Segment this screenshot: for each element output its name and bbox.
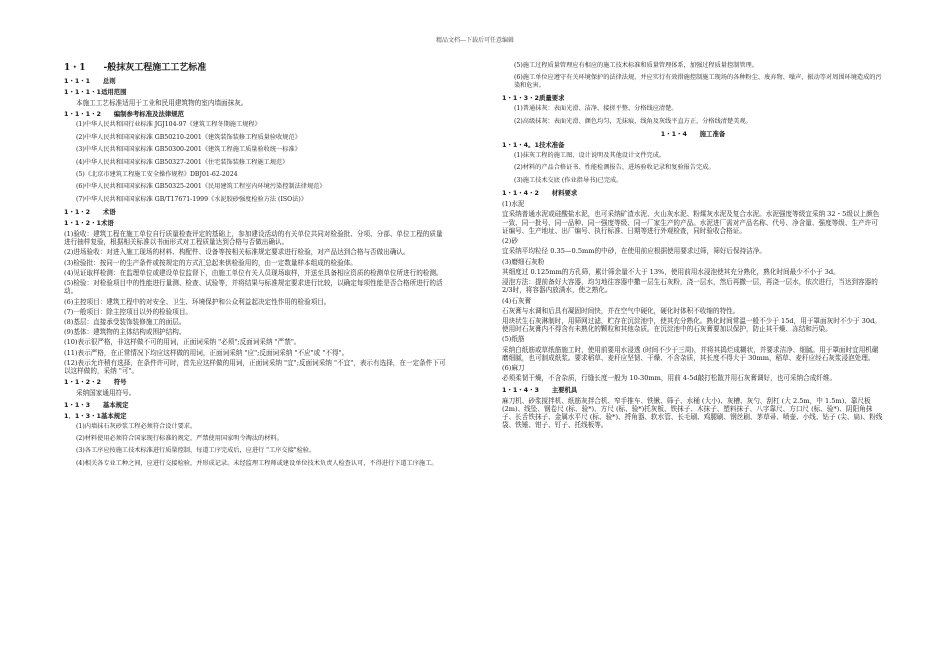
reference-item: (7)中华人民共和国国家标准 GB/T17671-1999《水泥胶砂强度检验方法 (ISO法)》 — [76, 195, 308, 203]
term-item: (11)表示严格，在正常情况下均应这样做的用词，正面词采纳 "应";反面词采纳 "不应"或 "不得"。 — [64, 348, 349, 357]
quality-list — [502, 105, 884, 125]
quality-item: (1)普通抹灰：表面光滑、洁净、接搓平整、分格线应清楚。 — [514, 105, 678, 113]
rule-item: (6)施工单位应遵守有关环境保护的法律法规，并应实行有效措施控制施工现场的各种粉尘、废弃物、噪声、振动等对周围环境造成的污染和危害。 — [514, 74, 882, 90]
heading-materials: 1・1・4・2 材料要求 — [502, 189, 578, 198]
reference-item: (1)中华人民共和国行业标准 JGJ104-97《建筑工程冬期施工规程》 — [76, 121, 261, 129]
heading-terms-sub: 1・1・2・1术语 — [64, 218, 114, 227]
symbols-text: 采纳国家通用符号。 — [76, 389, 136, 398]
heading-basic-rules: 1・1・3 基本规定 — [64, 400, 129, 409]
material-item: 其细度过 0.125mm的方孔筛，累计筛余量不大于 13%，使用前用水浸泡使其充分熟化，熟化时间最少不小于 3d。 — [502, 267, 840, 276]
reference-item: (2)中华人民共和国国家标准 GB50210-2001《建筑装饰装修工程质量验收规范》 — [76, 133, 301, 141]
heading-preparation: 1・1・4 施工准备 — [660, 130, 726, 139]
term-item: (9)基体：建筑物的主体结构或围护结构。 — [64, 328, 186, 337]
reference-item: (3)中华人民共和国国家标准 GB50300-2001《建筑工程施工质量验收统一标准》 — [76, 146, 301, 154]
material-item: 采纳白纸筋或草纸筋施工时，使用前要用水浸透 (时间不少于三周)，并将其捣烂成糊状，并要求洁净、细腻。用于罩面时宜用机碾磨细腻，也可制成纸浆。要求稻草、麦秆应坚韧、干燥、不含杂质，其长度不得大于 30mm，稻草、麦秆应经石灰浆浸泡处理。 — [502, 345, 879, 362]
term-item: (2)进场验收：对进入施工现场的材料、构配件、设备等按相关标准规定要求进行检验，对产品达到合格与否做出确认。 — [64, 248, 410, 257]
right-column — [502, 62, 884, 432]
heading-scope: 1・1・1・1适用范围 — [64, 88, 127, 97]
rule-item: (2)材料使用必须符合国家现行标准的规定，严禁使用国家明令淘汰的材料。 — [76, 434, 283, 442]
term-item: (8)基层：直接承受装饰装修施工的面层。 — [64, 318, 186, 326]
tech-item: (3)施工技术交底 (作业指导书)已完成。 — [514, 176, 623, 184]
heading-tech-prep: 1・1・4。1技术准备 — [502, 141, 565, 150]
material-item: (2)砂 — [502, 237, 518, 246]
rules-continued-list — [502, 62, 884, 90]
heading-terms: 1・1・2 术语 — [64, 207, 116, 216]
material-item: (3)磨细石灰粉 — [502, 257, 545, 266]
heading-tools: 1・1・4・3 主要机具 — [502, 385, 578, 394]
material-item: (4)石灰膏 — [502, 296, 532, 305]
heading-general: 1・1・1 总则 — [64, 77, 116, 86]
term-item: (4)见证取样检测：在监理单位或建设单位监督下，由施工单位有关人员现场取样，并送至具备相应资质的检测单位所进行的检测。 — [64, 268, 443, 277]
term-item: (3)检验批：按同一的生产条件或按规定的方式汇总起来供检验用的，由一定数量样本组成的检验体。 — [64, 258, 357, 267]
material-item: 宜采纳平均粒径 0.35—0.5mm的中砂，在使用前应根据使用要求过筛，筛好后保持洁净。 — [502, 247, 766, 256]
reference-item: (5)《北京市建筑工程施工安全操作规程》DBJ01-62-2024 — [76, 170, 238, 178]
left-column — [64, 62, 448, 472]
basic-rules-list — [64, 423, 448, 468]
material-item: (6)麻刀 — [502, 364, 525, 373]
section-title: 1・1 -般抹灰工程施工工艺标准 — [64, 63, 207, 73]
heading-symbols: 1・1・2・2 符号 — [64, 378, 127, 387]
tech-item: (1)抹灰工程的施工图、设计说明及其他设计文件完成。 — [514, 152, 666, 160]
quality-item: (2)高级抹灰：表面光滑、颜色均匀，无抹痕，线角及灰线平直方正，分格线清楚美观。 — [514, 117, 752, 125]
term-item: (10)表示很严格，非这样做不可的用词，正面词采纳 "必须";反面词采纳 "严禁"。 — [64, 338, 301, 347]
heading-basic-rules-sub: 1．1・3・1基本规定 — [64, 411, 127, 420]
material-item: 必须柔韧干燥，不含杂质，行缝长度一般为 10-30mm，用前 4-5d敲打松散并用石灰膏调好，也可采纳合成纤维。 — [502, 374, 837, 383]
tools-text: 麻刀机、砂浆搅拌机、纸筋灰拌合机、窄手推车、铁锹、筛子、水桶 (大小)、灰槽、灰勺、刮杠 (大 2.5m，中 1.5m)、靠尺板 (2m)、线坠、钢卷尺 (标、验*)、方尺 (标、验*)托灰板、铁抹子、木抹子、塑料抹子、八字靠尺、方口尺 (标、验*)、阴阳角抹子、长舌铁抹子、金属水平尺 (标、验*)、捋角器、软水管、长毛刷、鸡腿刷、钢丝刷、茅草帚、喷壶、小线、钻子 (尖、扁)、粉线袋、铁锤、钳子、钉子、托线板等。 — [502, 396, 883, 430]
material-item: (5)纸筋 — [502, 335, 525, 344]
term-item: (12)表示允许稍有选择，在条件许可时，首先应这样做的用词，正面词采纳 "宜";反面词采纳 "不宜"，表示有选择，在一定条件下可以这样做的，采纳 "可"。 — [64, 358, 446, 376]
heading-references: 1・1・1・2 编制参考标准及法律规范 — [64, 110, 185, 119]
page-header: 精品文档---下载后可任意编辑 — [435, 37, 515, 44]
heading-quality: 1・1・3・2质量要求 — [502, 94, 565, 103]
terms-list — [64, 230, 448, 376]
term-item: (7)一般项目：除主控项目以外的检验项目。 — [64, 307, 193, 316]
reference-item: (6)中华人民共和国国家标准 GB50325-2001《民用建筑工程室内环境污染控制法律规范》 — [76, 183, 326, 191]
term-item: (1)验收：建筑工程在施工单位自行质量检查评定的基础上，参加建设活动的有关单位共同对检验批、分项、分部、单位工程的质量进行抽样复验，根据相关标准以书面形式对工程质量达到合格与否做出确认。 — [64, 229, 443, 247]
material-item: 宜采纳普通水泥或硅酸盐水泥，也可采纳矿渣水泥、火山灰水泥、粉煤灰水泥及复合水泥。水泥强度等级宜采纳 32・5级以上颜色一致、同一批号、同一品种、同一强度等级、同一厂家生产的产品。水泥进厂需对产品名称、代号、净含量、强度等级、生产许可证编号、生产地址、出厂编号、执行标准、日期等进行外观检查，同时验收合格证。 — [502, 210, 880, 235]
material-item: 用块状生石灰淋制时，用筛网过滤，贮存在沉淀池中，使其充分熟化。熟化时间常温一般不少于 15d，用于罩面灰时不少于 30d。使用时石灰膏内不得含有未熟化的颗粒和其他杂质。在沉淀池中的石灰膏要加以保护，防止其干燥、冻结和污染。 — [502, 316, 881, 334]
rule-item: (4)相关各专业工种之间，应进行交接检验，并形成记录。未经监理工程师或建设单位技术负责人检查认可，不得进行下道工序施工。 — [76, 459, 438, 467]
rule-item: (5)施工过程质量管理应有相应的施工技术标准和质量管理体系，加强过程质量控制管理。 — [514, 62, 758, 69]
term-item: (6)主控项目：建筑工程中的对安全、卫生、环境保护和公众利益起决定性作用的检验项目。 — [64, 297, 331, 306]
material-item: 浸泡方法：提前备好大容器，均匀地往容器中撒一层生石灰粉，浇一层水，然后再撒一层，再浇一层水，依次进行，当达到容器的 2/3时，将容器内放满水，使之熟化。 — [502, 278, 878, 295]
material-item: 石灰膏与水调和后具有凝固时间快，并在空气中硬化，硬化时体积不收缩的特性。 — [502, 306, 740, 315]
material-item: (1)水泥 — [502, 200, 525, 209]
rule-item: (1)内墙抹石灰砂浆工程必须符合设计要求。 — [76, 422, 197, 430]
rule-item: (3)各工序应按施工技术标准进行质量控制，每道工序完成后，应进行 "工序交接"检验。 — [76, 447, 316, 455]
references-list — [64, 121, 448, 203]
scope-text: 本施工工艺标准适用于工业和民用建筑物的室内墙面抹灰。 — [76, 99, 248, 108]
reference-item: (4)中华人民共和国国家标准 GB50327-2001《住宅装饰装修工程施工规范》 — [76, 158, 289, 166]
tech-prep-list — [502, 152, 884, 184]
term-item: (5)检验：对检验项目中的性能进行量测、检查、试验等，并将结果与标准规定要求进行比较，以确定每项性能是否合格所进行的活动。 — [64, 279, 443, 296]
materials-list — [502, 200, 884, 382]
tech-item: (2)材料的产品合格证书、性能检测报告、进场验收记录和复验报告完成。 — [514, 164, 715, 172]
